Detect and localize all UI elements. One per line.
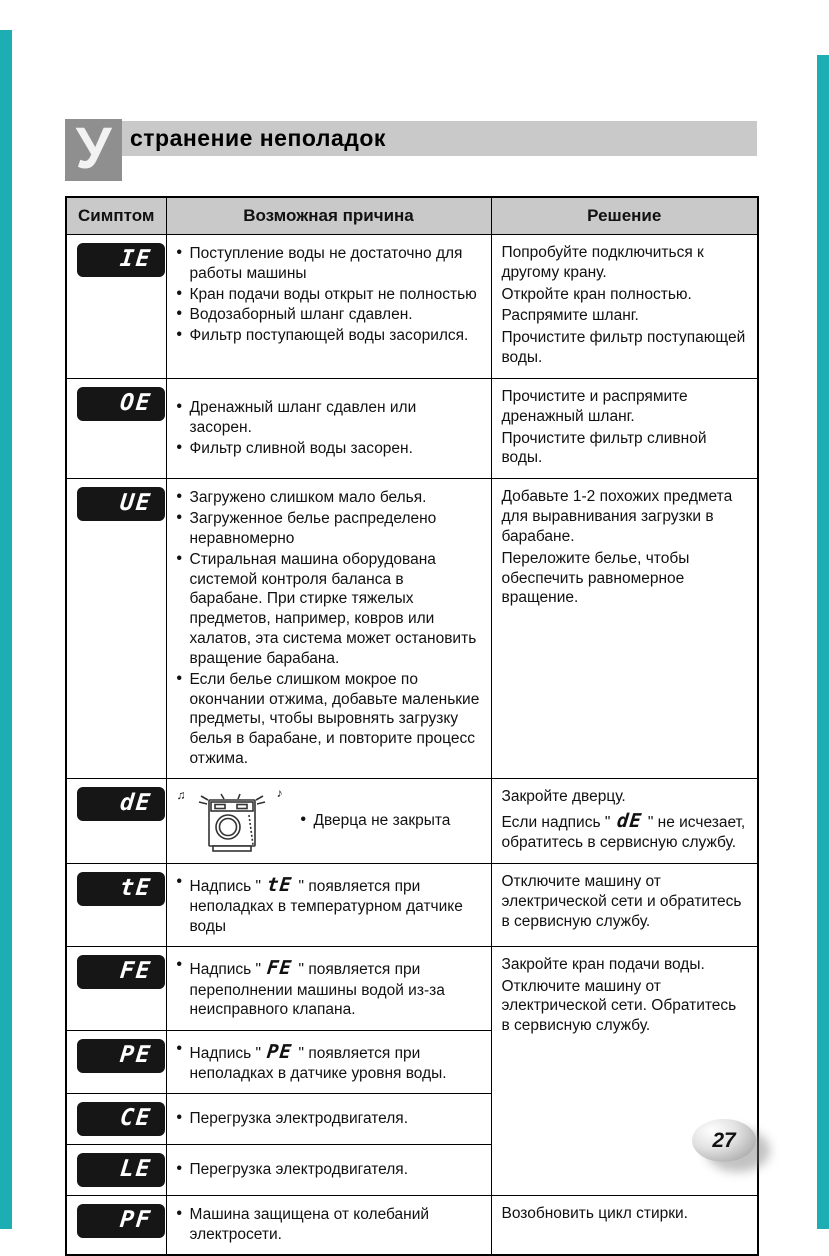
symptom-cell-ie [66,235,166,379]
solution-cell-de [491,778,758,863]
table-row-ue [66,479,758,779]
symptom-cell-pe [66,1030,166,1093]
error-code-ue: UE [118,490,154,517]
solution-text: Если надпись " [501,813,615,831]
solution-cell-oe [491,378,758,478]
solution-line: Закройте дверцу. [501,787,626,805]
inline-error-code-pe: PE [266,1040,294,1063]
cause-text: " появляется при переполнении машины водой из-за неисправного клапана. [189,961,445,1019]
page-title: странение неполадок [130,125,386,151]
symptom-cell-pf [66,1195,166,1254]
cause-item: • Дверца не закрыта [301,811,451,831]
inline-error-code-de: dE [615,809,643,832]
solution-cell-te [491,863,758,946]
error-display-pe [77,1039,165,1073]
column-header-symptom: Симптом [66,197,166,235]
cause-cell-de [166,778,491,863]
solution-line: Отключите машину от электрической сети и обратитесь в сервисную службу. [501,872,742,930]
symptom-cell-te [66,863,166,946]
cause-item: • Водозаборный шланг сдавлен. [177,305,481,325]
symptom-cell-de [66,778,166,863]
cause-text: Надпись " [189,961,266,979]
page-number-badge [692,1119,756,1162]
inline-error-code-fe: FE [266,957,294,980]
cause-item: • Загруженное белье распределено неравномерно [177,509,481,549]
error-code-te: tE [118,874,154,901]
cause-text: Надпись " [189,1044,266,1062]
left-accent-bar [0,30,12,1229]
cause-cell-pe [166,1030,491,1093]
solution-line: Возобновить цикл стирки. [501,1204,688,1222]
inline-error-code-te: tE [266,873,294,896]
header-dropcap-letter: У [75,116,112,181]
error-display-ie [77,243,165,277]
page-number: 27 [712,1128,736,1152]
cause-cell-oe [166,378,491,478]
symptom-cell-oe [66,378,166,478]
solution-cell-ue [491,479,758,779]
solution-line: Отключите машину от электрической сети. Обратитесь в сервисную службу. [501,977,737,1035]
cause-cell-le [166,1144,491,1195]
header-title-bar [122,121,757,156]
solution-line: Прочистите и распрямите дренажный шланг. [501,387,688,425]
error-code-pf: PF [118,1206,154,1233]
cause-cell-ie [166,235,491,379]
solution-cell-pf [491,1195,758,1254]
table-row-pf [66,1195,758,1254]
solution-line: Переложите белье, чтобы обеспечить равномерное вращение. [501,549,690,607]
error-code-de: dE [118,789,154,816]
header-dropcap [65,116,122,181]
music-note-icon: ♪ [276,785,283,800]
solution-text: " не исчезает, обратитесь в сервисную службу. [501,813,746,852]
solution-line: Попробуйте подключиться к другому крану. [501,244,704,281]
cause-item: • Фильтр сливной воды засорен. [177,439,481,459]
error-code-le: LE [118,1155,154,1182]
symptom-cell-ce [66,1093,166,1144]
cause-item-with-code [177,873,481,937]
table-row-de [66,778,758,863]
error-display-le [77,1153,165,1187]
cause-item: • Машина защищена от колебаний электросети. [177,1205,481,1245]
cause-item: • Перегрузка электродвигателя. [177,1109,481,1129]
solution-line: Распрямите шланг. [501,307,639,325]
error-code-ce: CE [118,1104,154,1131]
troubleshooting-table [65,196,759,1256]
right-accent-bar [817,55,829,1229]
error-code-pe: PE [118,1041,154,1068]
table-row-oe [66,378,758,478]
cause-cell-ce [166,1093,491,1144]
table-header-row [66,197,758,235]
cause-cell-ue [166,479,491,779]
music-note-icon: ♫ [176,787,186,802]
column-header-cause: Возможная причина [166,197,491,235]
error-display-pf [77,1204,165,1238]
column-header-solution: Решение [491,197,758,235]
cause-item: • Кран подачи воды открыт не полностью [177,285,481,305]
table-row-te [66,863,758,946]
error-display-ce [77,1102,165,1136]
cause-item: • Перегрузка электродвигателя. [177,1160,481,1180]
symptom-cell-fe [66,946,166,1030]
cause-item: • Если белье слишком мокрое по окончании отжима, добавьте маленькие предметы, чтобы выровнять загрузку белья в барабане, и повторите процесс отжима. [177,670,481,769]
solution-line: Откройте кран полностью. [501,285,692,303]
cause-item: • Поступление воды не достаточно для работы машины [177,244,481,284]
symptom-cell-ue [66,479,166,779]
cause-item: • Стиральная машина оборудована системой контроля баланса в барабане. При стирке тяжелых предметов, например, ковров или халатов, эта система может остановить вращение барабана. [177,550,481,669]
washing-machine-door-open-icon [176,785,287,854]
error-code-oe: OE [118,389,154,416]
error-display-te [77,872,165,906]
cause-item-with-code [177,956,481,1020]
cause-item: • Загружено слишком мало белья. [177,488,481,508]
error-display-de [77,787,165,821]
cause-item: • Дренажный шланг сдавлен или засорен. [177,398,481,438]
solution-line-with-code [502,809,748,853]
table-row-ie [66,235,758,379]
error-code-fe: FE [118,957,154,984]
cause-text: Надпись " [189,877,266,895]
solution-line: Добавьте 1-2 похожих предмета для выравнивания загрузки в барабане. [501,488,733,545]
error-display-oe [77,387,165,421]
cause-item: • Фильтр поступающей воды засорился. [177,326,481,346]
cause-cell-fe [166,946,491,1030]
symptom-cell-le [66,1144,166,1195]
error-display-fe [77,955,165,989]
cause-item-with-code [177,1040,481,1084]
solution-line: Прочистите фильтр поступающей воды. [501,329,746,367]
error-code-ie: IE [118,246,154,272]
error-display-ue [77,487,165,521]
cause-text: " появляется при неполадках в датчике уровня воды. [189,1044,447,1083]
table-row-fe [66,946,758,1030]
solution-line: Закройте кран подачи воды. [501,955,705,973]
cause-cell-te [166,863,491,946]
solution-cell-ie [491,235,758,379]
solution-line: Прочистите фильтр сливной воды. [501,429,707,467]
cause-text: " появляется при неполадках в температурном датчике воды [189,877,463,935]
cause-cell-pf [166,1195,491,1254]
